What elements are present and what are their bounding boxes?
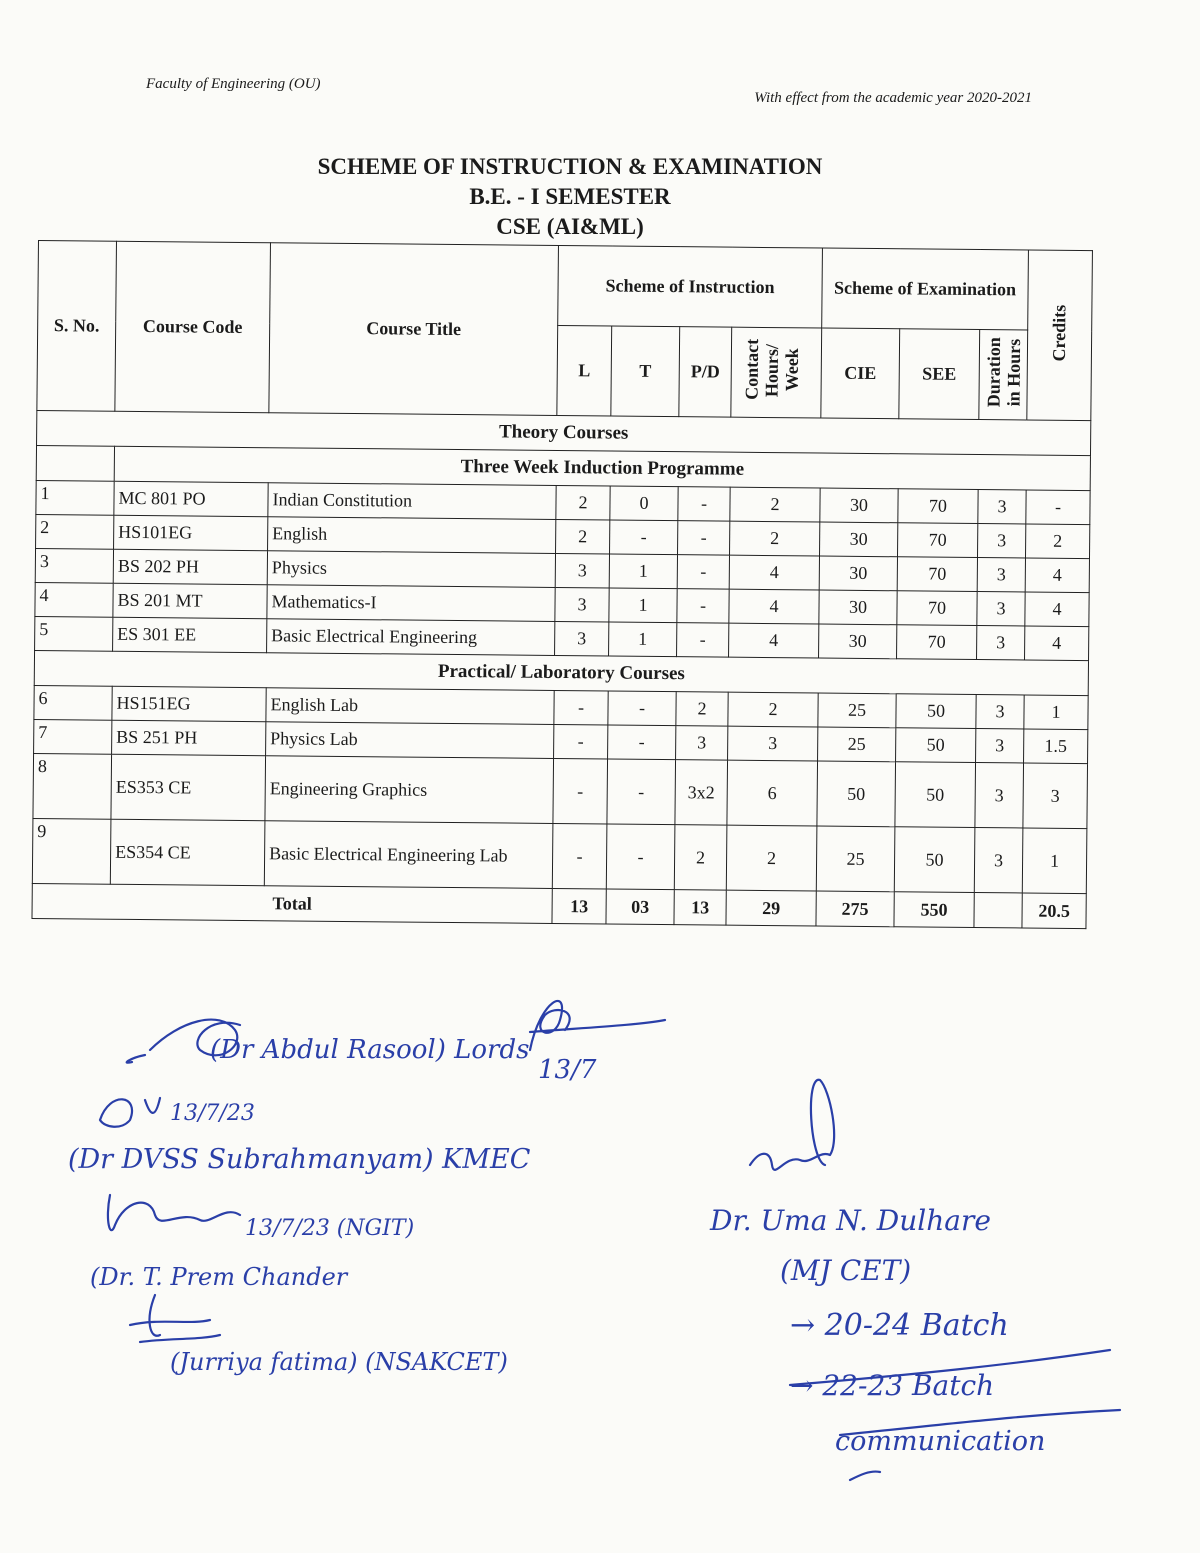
- cell-l: 2: [556, 485, 610, 520]
- cell-title: Physics Lab: [266, 722, 554, 759]
- cell-contact: 2: [730, 487, 820, 522]
- cell-code: HS151EG: [112, 686, 266, 721]
- handwritten-signatures: [60, 980, 1160, 1540]
- cell-see: 50: [895, 762, 976, 828]
- cell-see: 50: [896, 728, 976, 763]
- cell-contact: 3: [728, 726, 818, 761]
- cell-title: Engineering Graphics: [265, 756, 554, 824]
- cell-contact: 4: [729, 623, 819, 658]
- total-contact: 29: [726, 890, 816, 926]
- cell-duration: 3: [977, 626, 1025, 660]
- cell-cie: 30: [819, 556, 897, 591]
- total-label: Total: [32, 883, 552, 923]
- cell-l: -: [554, 690, 608, 725]
- cell-duration: 3: [977, 558, 1025, 592]
- signature-jurriya: [130, 1295, 220, 1342]
- cell-sno: 9: [32, 818, 111, 884]
- sig-abdul-rasool: (Dr Abdul Rasool) Lords: [210, 1035, 530, 1065]
- cell-see: 50: [896, 694, 976, 729]
- sig-prem-chander: (Dr. T. Prem Chander: [90, 1263, 348, 1291]
- sig-uma-dulhare: Dr. Uma N. Dulhare: [710, 1204, 991, 1237]
- cell-title: English: [268, 517, 556, 554]
- cell-code: BS 202 PH: [113, 549, 267, 584]
- col-see: SEE: [899, 329, 980, 420]
- cell-pd: -: [677, 589, 729, 623]
- cell-duration: 3: [978, 490, 1026, 524]
- cell-credits: -: [1026, 490, 1090, 525]
- cell-code: ES354 CE: [110, 819, 265, 885]
- cell-sno: 8: [33, 753, 112, 819]
- cell-title: Indian Constitution: [268, 483, 556, 520]
- cell-l: 3: [555, 553, 609, 588]
- cell-l: 3: [555, 621, 609, 656]
- title-line-1: SCHEME OF INSTRUCTION & EXAMINATION: [317, 154, 823, 179]
- cell-sno: 2: [36, 514, 114, 549]
- cell-contact: 4: [729, 589, 819, 624]
- cell-cie: 25: [818, 727, 896, 762]
- cell-credits: 1.5: [1024, 729, 1088, 764]
- cell-contact: 2: [730, 521, 820, 556]
- col-duration: [979, 330, 1028, 420]
- cell-see: 70: [897, 557, 977, 592]
- practical-rows: [32, 685, 1088, 893]
- cell-title: Basic Electrical Engineering: [267, 619, 555, 656]
- cell-code: ES 301 EE: [113, 617, 267, 652]
- theory-rows: [35, 480, 1091, 660]
- cell-sno: 4: [35, 582, 113, 617]
- cell-contact: 6: [727, 760, 818, 826]
- cell-pd: -: [677, 623, 729, 657]
- cell-l: 2: [556, 519, 610, 554]
- cell-contact: 2: [728, 692, 818, 727]
- cell-t: -: [608, 725, 676, 760]
- cell-code: BS 251 PH: [112, 720, 266, 755]
- col-code: Course Code: [115, 241, 271, 412]
- sig-communication: communication: [835, 1426, 1046, 1457]
- sig-batch-2024: → 20-24 Batch: [790, 1308, 1009, 1343]
- sig-dvss-subrahmanyam: (Dr DVSS Subrahmanyam) KMEC: [68, 1144, 531, 1175]
- sig-mjcet: (MJ CET): [780, 1254, 912, 1287]
- total-pd: 13: [674, 890, 726, 925]
- cell-cie: 25: [816, 826, 895, 892]
- cell-cie: 30: [820, 488, 898, 523]
- signature-initials-middle: [530, 1001, 665, 1050]
- sig-date-ngit: 13/7/23 (NGIT): [245, 1216, 415, 1241]
- cell-credits: 1: [1024, 695, 1088, 730]
- cell-cie: 30: [819, 624, 897, 659]
- total-credits: 20.5: [1022, 893, 1086, 929]
- col-group-examination: Scheme of Examination: [822, 248, 1029, 330]
- col-l: L: [557, 325, 612, 416]
- table-row: [32, 818, 1087, 893]
- sig-date-1: 13/7/23: [170, 1101, 255, 1126]
- cell-code: HS101EG: [114, 515, 268, 550]
- cell-t: -: [606, 824, 675, 890]
- cell-see: 70: [898, 489, 978, 524]
- cell-l: -: [553, 758, 608, 824]
- cell-see: 70: [897, 625, 977, 660]
- cell-t: 1: [609, 622, 677, 657]
- cell-credits: 1: [1022, 828, 1087, 894]
- cell-credits: 4: [1025, 592, 1089, 627]
- sig-middle-date: 13/7: [538, 1055, 597, 1085]
- sig-jurriya-fatima: (Jurriya fatima) (NSAKCET): [170, 1348, 508, 1376]
- cell-pd: -: [677, 555, 729, 589]
- cell-duration: 3: [975, 763, 1024, 828]
- cell-l: -: [552, 823, 607, 889]
- signature-prem: [108, 1195, 240, 1230]
- cell-credits: 4: [1025, 626, 1089, 661]
- cell-sno: 7: [34, 719, 112, 754]
- sig-batch-2223: → 22-23 Batch: [790, 1369, 995, 1402]
- induction-blank: [36, 445, 114, 481]
- signature-uma: [750, 1080, 834, 1170]
- cell-pd: -: [678, 521, 730, 555]
- col-t: T: [611, 326, 680, 417]
- cell-t: -: [610, 520, 678, 555]
- cell-see: 70: [897, 523, 977, 558]
- cell-pd: 3x2: [675, 760, 728, 825]
- header-left: Faculty of Engineering (OU): [146, 76, 321, 92]
- col-cie: CIE: [821, 328, 900, 419]
- total-t: 03: [606, 889, 674, 925]
- cell-t: -: [607, 759, 676, 825]
- cell-duration: 3: [977, 524, 1025, 558]
- cell-pd: -: [678, 487, 730, 521]
- cell-l: 3: [555, 587, 609, 622]
- cell-pd: 2: [676, 692, 728, 726]
- col-credits-label: Credits: [1048, 304, 1070, 362]
- cell-sno: 3: [35, 548, 113, 583]
- cell-contact: 4: [729, 555, 819, 590]
- cell-duration: 3: [976, 729, 1024, 763]
- cell-cie: 30: [819, 590, 897, 625]
- scheme-table: [31, 240, 1093, 929]
- signature-dvss: [100, 1098, 160, 1127]
- cell-see: 50: [894, 827, 975, 893]
- cell-title: Physics: [267, 551, 555, 588]
- cell-sno: 5: [35, 616, 113, 651]
- title-line-3: CSE (AI&ML): [496, 214, 644, 239]
- cell-code: MC 801 PO: [114, 481, 268, 516]
- title-line-2: B.E. - I SEMESTER: [469, 184, 671, 209]
- col-pd: P/D: [679, 327, 732, 417]
- col-sno: S. No.: [37, 241, 117, 412]
- cell-l: -: [554, 724, 608, 759]
- cell-duration: 3: [976, 695, 1024, 729]
- cell-title: English Lab: [266, 688, 554, 725]
- total-l: 13: [552, 888, 606, 924]
- cell-code: BS 201 MT: [113, 583, 267, 618]
- col-duration-label: Duration in Hours: [983, 337, 1025, 408]
- section-theory: Theory Courses: [37, 410, 1091, 455]
- cell-t: 0: [610, 486, 678, 521]
- total-duration: [974, 893, 1022, 928]
- cell-cie: 25: [818, 693, 896, 728]
- col-title: Course Title: [269, 243, 559, 416]
- col-contact: [731, 327, 822, 418]
- cell-credits: 4: [1025, 558, 1089, 593]
- scheme-table-wrapper: [31, 240, 1091, 929]
- cell-duration: 3: [977, 592, 1025, 626]
- cell-pd: 3: [676, 726, 728, 760]
- cell-t: 1: [609, 554, 677, 589]
- cell-see: 70: [897, 591, 977, 626]
- cell-cie: 50: [817, 761, 896, 827]
- cell-t: 1: [609, 588, 677, 623]
- cell-credits: 2: [1026, 524, 1090, 559]
- cell-t: -: [608, 691, 676, 726]
- cell-sno: 6: [34, 685, 112, 720]
- total-cie: 275: [816, 891, 894, 927]
- col-group-instruction: Scheme of Instruction: [558, 245, 823, 328]
- section-practical: Practical/ Laboratory Courses: [34, 650, 1088, 695]
- table-row: [33, 753, 1088, 828]
- cell-credits: 3: [1023, 763, 1088, 829]
- total-see: 550: [894, 892, 974, 928]
- cell-pd: 2: [674, 825, 727, 890]
- header-right: With effect from the academic year 2020-2021: [754, 90, 1032, 106]
- cell-sno: 1: [36, 480, 114, 515]
- cell-duration: 3: [974, 828, 1023, 893]
- col-credits: [1027, 250, 1093, 421]
- section-induction: Three Week Induction Programme: [114, 446, 1090, 490]
- col-contact-label: Contact Hours/ Week: [740, 339, 802, 401]
- cell-cie: 30: [820, 522, 898, 557]
- cell-contact: 2: [726, 825, 817, 891]
- document-titles: [270, 152, 870, 242]
- cell-code: ES353 CE: [111, 754, 266, 820]
- cell-title: Basic Electrical Engineering Lab: [264, 821, 553, 889]
- cell-title: Mathematics-I: [267, 585, 555, 622]
